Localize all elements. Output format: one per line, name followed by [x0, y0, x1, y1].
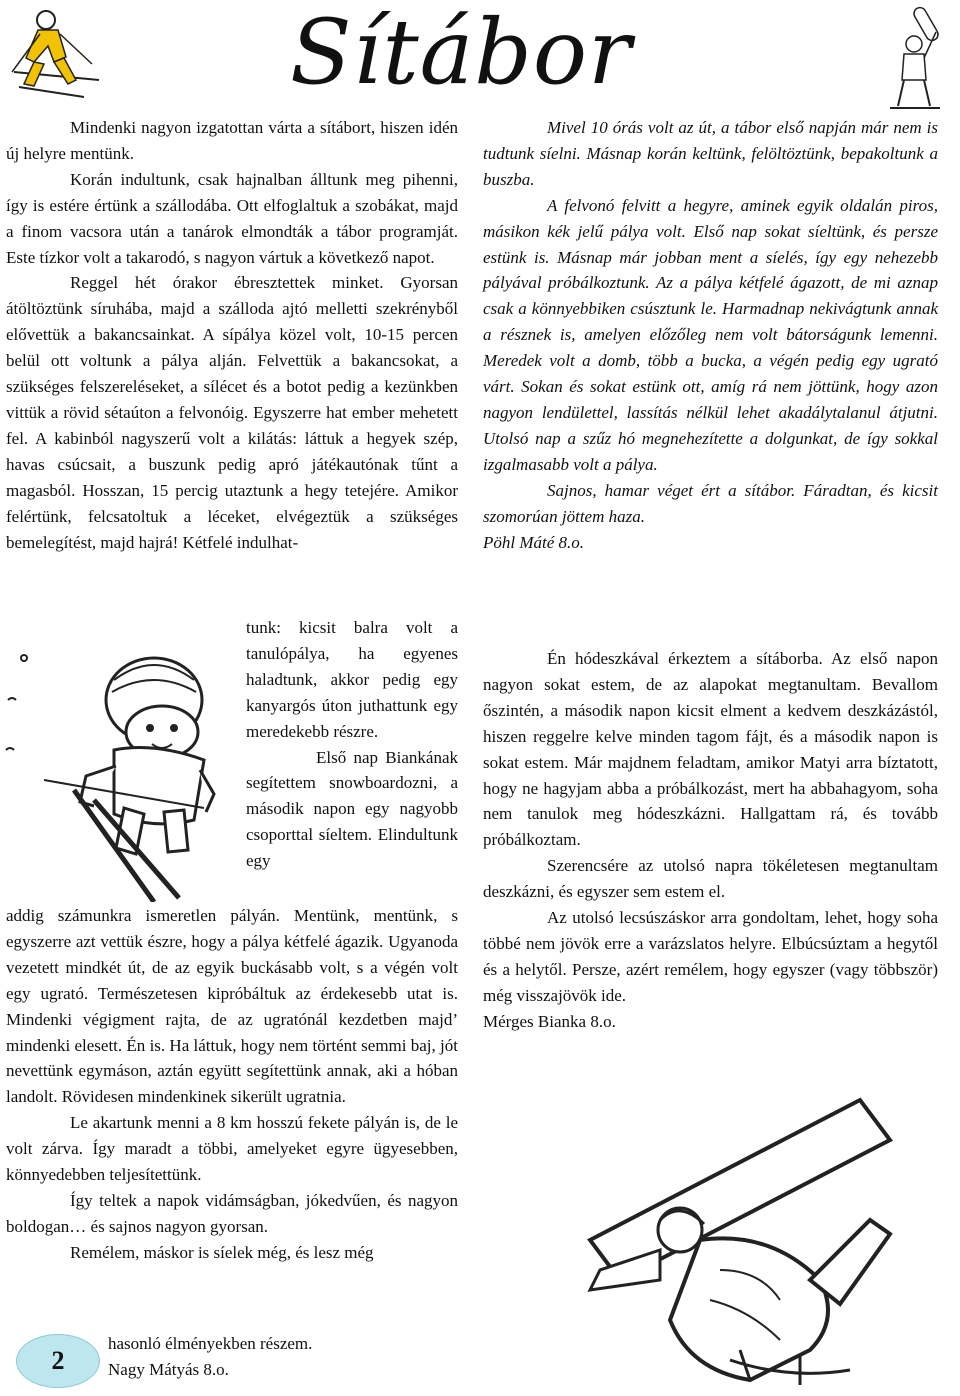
- paragraph: Mivel 10 órás volt az út, a tábor első napján már nem is tudtunk síelni. Másnap korán keltünk, felöltöztünk, bepakoltunk a buszba.: [483, 118, 938, 189]
- left-article-intro: [6, 115, 458, 555]
- page-number-badge: 2: [16, 1334, 100, 1388]
- author-signature: Pöhl Máté 8.o.: [483, 532, 585, 552]
- paragraph: Korán indultunk, csak hajnalban álltunk meg pihenni, így is estére értünk a szállodába. Ott elfoglaltuk a szobákat, majd a finom vacsora után a tanárok elmondták a tábor programját. Este tízkor volt a takarodó, s nagyon vártuk a következő napot.: [6, 169, 458, 267]
- skier-clipart-icon: [4, 2, 104, 112]
- paragraph: Szerencsére az utolsó napra tökéletesen megtanultam deszkázni, és egyszer sem estem el.: [483, 856, 938, 902]
- paragraph: Remélem, máskor is síelek még, és lesz még: [70, 1242, 374, 1262]
- child-skier-clipart-icon: [4, 640, 244, 902]
- paragraph: Mindenki nagyon izgatottan várta a sítábort, hiszen idén új helyre mentünk.: [6, 118, 458, 163]
- snowboarder-jump-clipart-icon: [560, 1080, 950, 1392]
- page-title: Sítábor: [290, 0, 633, 105]
- snowboarder-small-icon: [880, 2, 956, 114]
- paragraph: Sajnos, hamar véget ért a sítábor. Fáradtan, és kicsit szomorúan jöttem haza.: [483, 480, 938, 526]
- paragraph: tunk: kicsit balra volt a tanulópálya, ha egyenes haladtunk, akkor pedig egy kanyargós úton juthattunk egy meredekebb részre.: [246, 618, 458, 741]
- paragraph: Első nap Biankának segítettem snowboardozni, a második napon egy nagyobb csoporttal síeltem. Elindultunk egy: [246, 747, 458, 871]
- paragraph: Le akartunk menni a 8 km hosszú fekete pályán is, de le volt zárva. Így maradt a többi, amelyeket egyre ügyesebben, könnyedebben teljesítettünk.: [6, 1113, 458, 1185]
- paragraph: A felvonó felvitt a hegyre, aminek egyik oldalán piros, másikon kék jelű pálya volt. Első nap sokat síeltünk, és persze estünk is. Másnap már jobban ment a síelés, így egy nehezebb pályával próbálkoztunk. Az a pálya kétfelé ágazott, de mi aznap csak a könnyebbiken csúsztunk le. Harmadnap nekivágtunk annak a résznek is, amelyen előzőleg nem volt bátorságunk lemenni. Meredek volt a domb, több a bucka, a végén pedig egy ugrató várt. Sokan és sokat estünk ott, amíg rá nem jöttünk, hogy azon nagyon lendülettel, lassítás nélkül lehet akadálytalanul átjutni. Utolsó nap a szűz hó megnehezítette a dolgunkat, de így sokkal izgalmasabb volt a pálya.: [483, 195, 938, 474]
- paragraph: Az utolsó lecsúszáskor arra gondoltam, lehet, hogy soha többé nem jövök erre a varázslatos helyre. Elbúcsúztam a hegytől és a helytől. Persze, azért remélem, hogy egyszer (vagy többször) még visszajövök ide.: [483, 908, 938, 1005]
- paragraph: Így teltek a napok vidámságban, jókedvűen, és nagyon boldogan… és sajnos nagyon gyorsan.: [6, 1190, 458, 1236]
- paragraph: Reggel hét órakor ébresztettek minket. Gyorsan átöltöztünk síruhába, majd a szálloda ajtó melletti szekrényből elővettük a bakancsainkat. A sípálya közel volt, 10-15 percen belül ott voltunk a pálya alján. Felvettük a bakancsokat, a szükséges felszereléseket, a sílécet és a botot pedig a kezünkben vittük a rövid sétaúton a felvonóig. Egyszerre hat ember mehetett fel. A kabinból nagyszerű volt a kilátás: láttuk a hegyek szép, havas csúcsait, a buszunk pedig apró játékautónak tűnt a magasból. Hosszan, 15 percig utaztunk a hegy tetejére. Amikor felértünk, felcsatoltuk a léceket, elvégeztük a szükséges bemelegítést, majd hajrá! Kétfelé indulhat-: [6, 273, 458, 552]
- author-signature: Mérges Bianka 8.o.: [483, 1011, 616, 1031]
- right-article-italic: [483, 115, 938, 555]
- closing-line: hasonló élményekben részem.: [108, 1334, 313, 1353]
- paragraph: Én hódeszkával érkeztem a sítáborba. Az első napon nagyon sokat estem, de az alapokat megtanultam. Bevallom őszintén, a második napon kicsit elment a kedvem deszkázástól, hiszen reggelre kelve minden tagom fájt, és a második napon is sokat estem. Már majdnem feladtam, amikor Matyi arra bíztatott, hogy ne hagyjam abba a próbálkozást, mert ha abbahagyom, soha nem tanulok meg hódeszkázni. Hallgattam rá, és tovább próbálkoztam.: [483, 649, 938, 850]
- right-article: [483, 646, 938, 1035]
- author-signature: Nagy Mátyás 8.o.: [108, 1360, 229, 1379]
- paragraph: addig számunkra ismeretlen pályán. Mentünk, mentünk, s egyszerre azt vettük észre, hogy a pálya kétfelé ágazik. Ugyanoda vezetett mindkét út, de az egyik buckásabb volt, s a végén volt egy ugrató. Természetesen kipróbáltuk az érdekesebb utat is. Mindenki végigment rajta, de az ugratónál kezdetben majd’ mindenki elesett. Én is. Ha láttuk, hogy nem történt semmi baj, jót nevettünk egymáson, aztán együtt segítettünk annak, aki a hóban landolt. Rövidesen mindenkinek sikerült ugratnia.: [6, 906, 458, 1107]
- left-article-beside-image: [246, 615, 458, 874]
- left-article-continued: [6, 903, 458, 1266]
